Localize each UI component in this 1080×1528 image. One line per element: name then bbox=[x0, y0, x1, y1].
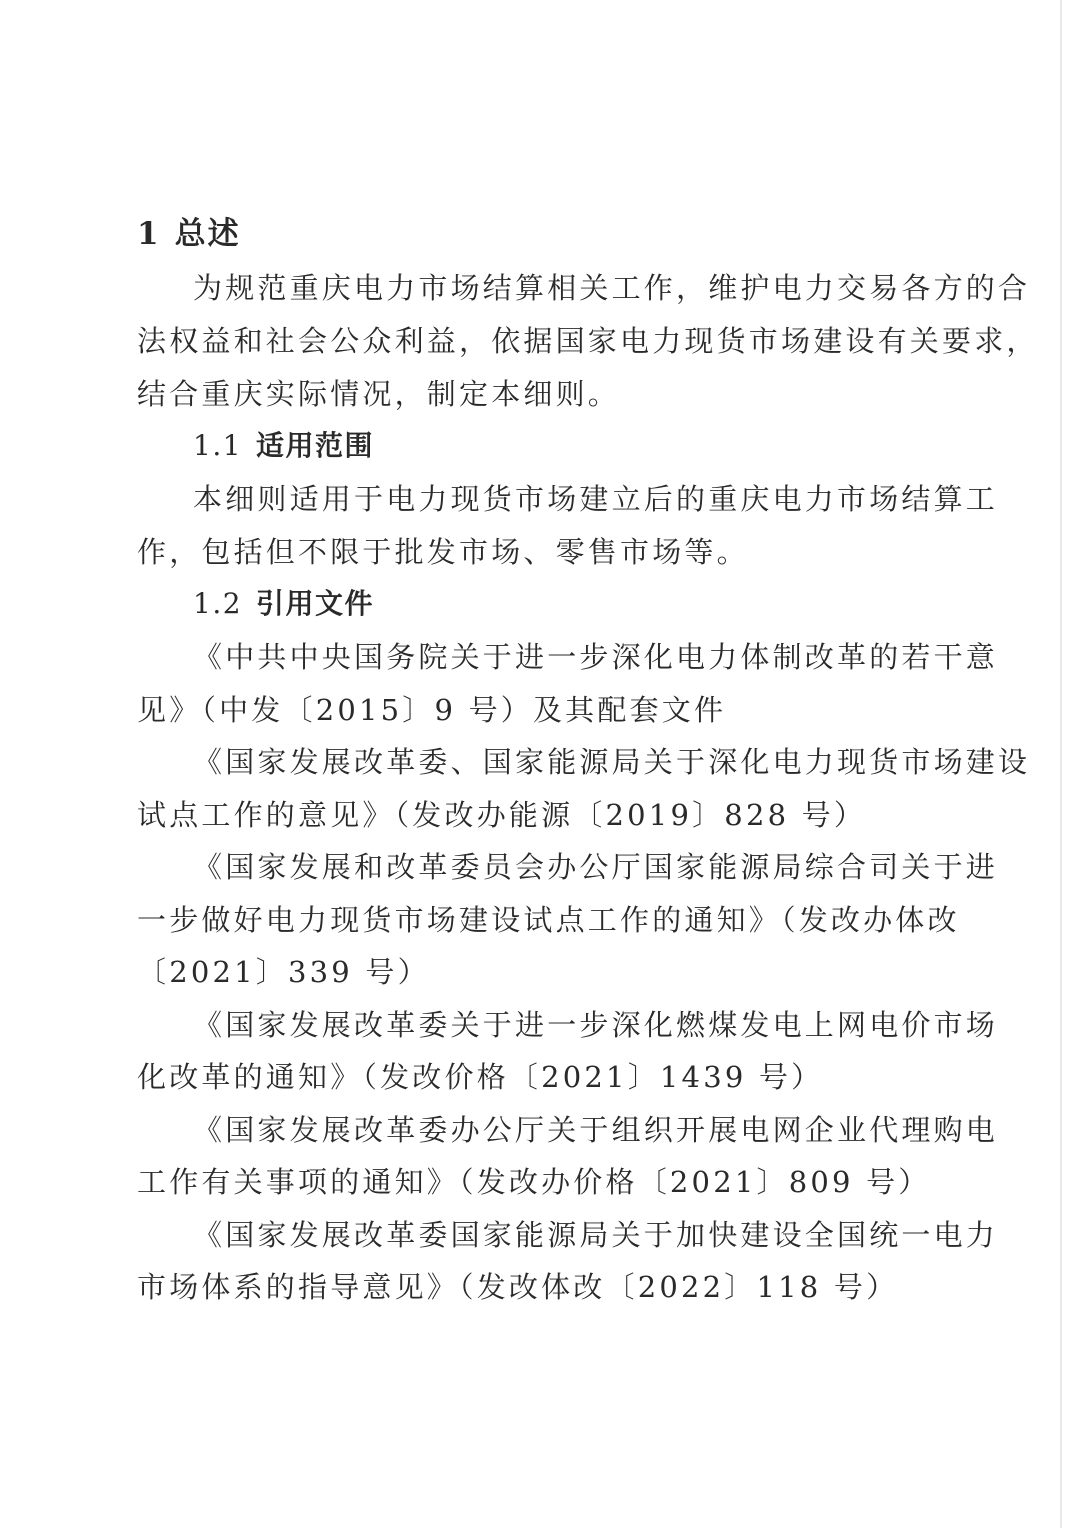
section-title: 总述 bbox=[174, 216, 241, 252]
reference-line: 《国家发展改革委、国家能源局关于深化电力现货市场建设 bbox=[193, 745, 1031, 779]
reference-line: 《国家发展改革委办公厅关于组织开展电网企业代理购电 bbox=[193, 1113, 999, 1147]
reference-line: 一步做好电力现货市场建设试点工作的通知》（发改办体改 bbox=[137, 903, 960, 937]
section-title: 引用文件 bbox=[256, 587, 375, 620]
reference-line: 〔2021〕339 号） bbox=[137, 955, 430, 989]
reference-line: 《国家发展改革委关于进一步深化燃煤发电上网电价市场 bbox=[193, 1008, 999, 1042]
reference-line: 《国家发展改革委国家能源局关于加快建设全国统一电力 bbox=[193, 1218, 999, 1252]
reference-line: 试点工作的意见》（发改办能源〔2019〕828 号） bbox=[137, 798, 867, 832]
paragraph-line: 结合重庆实际情况，制定本细则。 bbox=[137, 377, 621, 411]
reference-line: 《中共中央国务院关于进一步深化电力体制改革的若干意 bbox=[193, 640, 999, 674]
reference-line: 工作有关事项的通知》（发改办价格〔2021〕809 号） bbox=[137, 1165, 931, 1199]
section-title: 适用范围 bbox=[256, 429, 375, 462]
section-heading-1-2 bbox=[193, 584, 374, 624]
section-number: 1 bbox=[137, 216, 161, 252]
section-number: 1.1 bbox=[193, 429, 243, 462]
section-heading-1-1 bbox=[193, 426, 374, 466]
section-heading-1 bbox=[137, 212, 241, 256]
section-number: 1.2 bbox=[193, 587, 243, 620]
paragraph-line: 法权益和社会公众利益，依据国家电力现货市场建设有关要求， bbox=[137, 324, 1039, 358]
reference-line: 化改革的通知》（发改价格〔2021〕1439 号） bbox=[137, 1060, 824, 1094]
reference-line: 见》（中发〔2015〕9 号）及其配套文件 bbox=[137, 693, 727, 727]
reference-line: 《国家发展和改革委员会办公厅国家能源局综合司关于进 bbox=[193, 850, 999, 884]
page-edge bbox=[1060, 0, 1062, 1528]
paragraph-line: 为规范重庆电力市场结算相关工作，维护电力交易各方的合 bbox=[193, 271, 1031, 305]
paragraph-line: 本细则适用于电力现货市场建立后的重庆电力市场结算工 bbox=[193, 482, 999, 516]
paragraph-line: 作，包括但不限于批发市场、零售市场等。 bbox=[137, 535, 749, 569]
reference-line: 市场体系的指导意见》（发改体改〔2022〕118 号） bbox=[137, 1270, 899, 1304]
